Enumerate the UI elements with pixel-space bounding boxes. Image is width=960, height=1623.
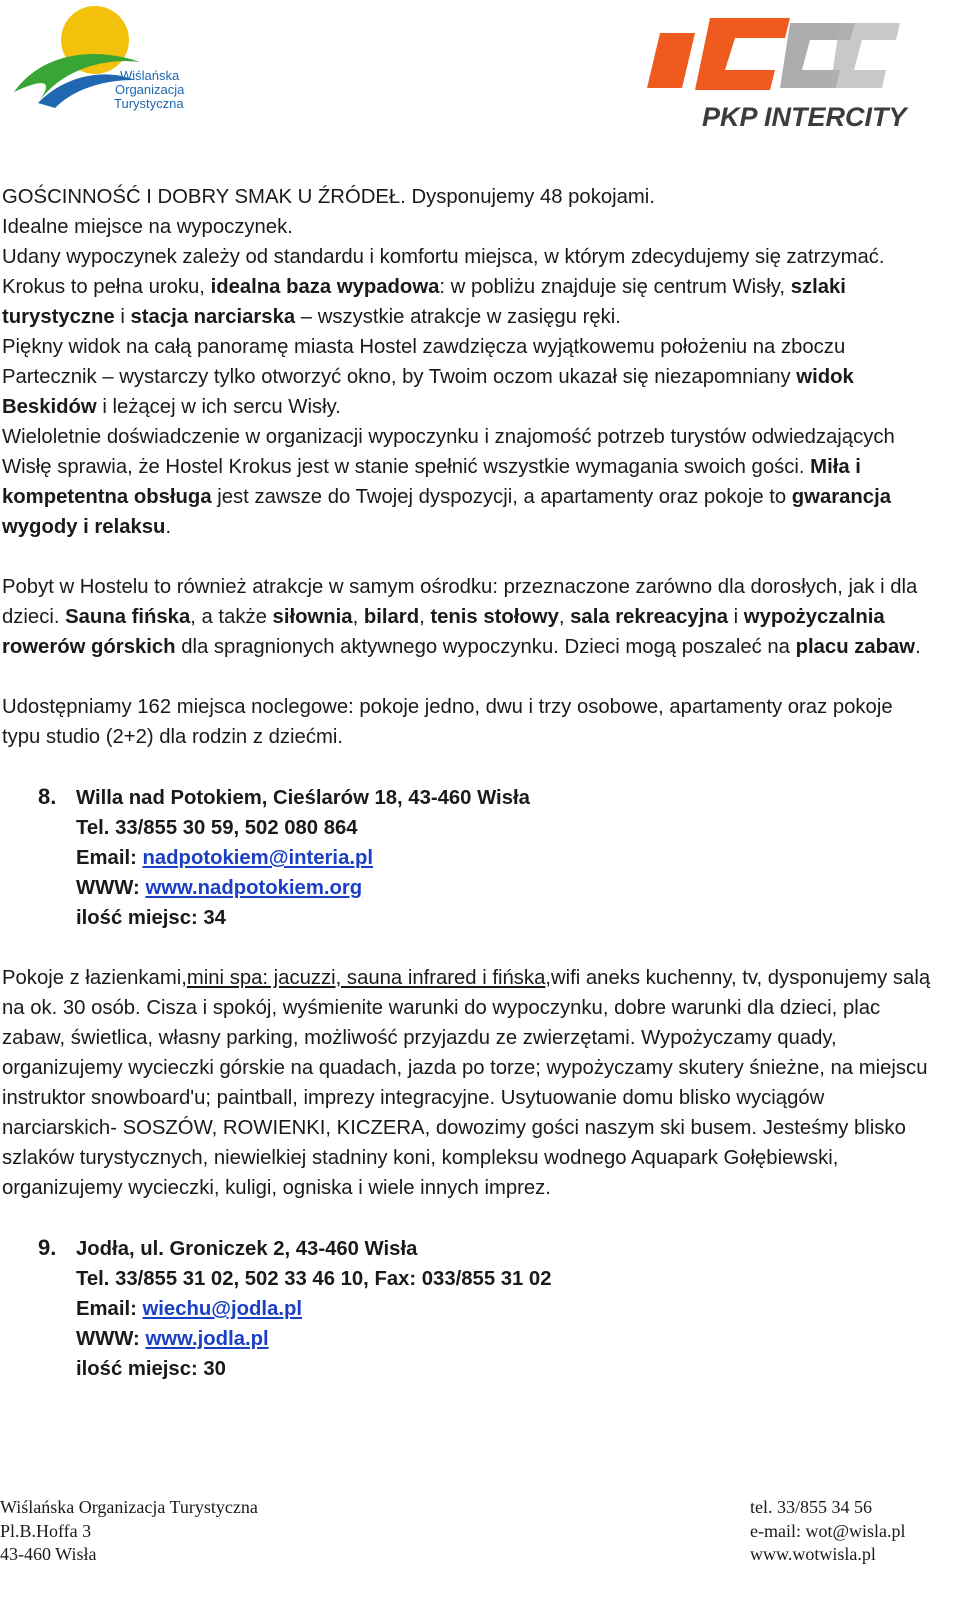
listing-tel: Tel. 33/855 30 59, 502 080 864 [76,817,358,839]
www-label: WWW: [76,1328,146,1350]
attr-text: Pobyt w Hostelu to również atrakcje w samym ośrodku: przeznaczone zarówno dla dorosłych, jak i dla dzieci. [2,576,918,628]
listing-9-name-line [38,1233,932,1264]
www-label: WWW: [76,877,146,899]
logo-line-3: Turystyczna [114,96,184,111]
www-link[interactable]: www.nadpotokiem.org [145,877,363,899]
panorama-text: i leżącej w ich sercu Wisły. [96,396,341,418]
attr-text: , [419,606,431,628]
logo-line-1: Wiślańska [120,68,180,83]
attr-text: . [915,636,921,658]
attractions-paragraph [2,572,932,662]
footer-tel: tel. 33/855 34 56 [750,1497,872,1517]
listing-places: ilość miejsc: 34 [76,907,226,929]
ic-mark-c-icon [695,18,790,90]
www-link[interactable]: www.jodla.pl [145,1328,269,1350]
listing-8-description [2,963,932,1203]
attr-text: , [558,606,571,628]
attr-bold: wypożyczalnia rowerów górskich [2,606,885,658]
logo-line-2: Organizacja [115,82,185,97]
pkp-intercity-logo [640,8,930,138]
footer-contact [750,1496,906,1567]
listing-tel: Tel. 33/855 31 02, 502 33 46 10, Fax: 033/855 31 02 [76,1268,552,1290]
intro-bold: idealna baza wypadowa [210,276,440,298]
attr-bold: sala rekreacyjna [570,606,729,628]
panorama-text: Piękny widok na całą panoramę miasta Hostel zawdzięcza wyjątkowemu położeniu na zboczu Partecznik – wystarczy tylko otworzyć okno, by Twoim oczom ukazał się niezapomniany [2,336,846,388]
intro-text: i [114,306,131,328]
experience-text: jest zawsze do Twojej dyspozycji, a apartamenty oraz pokoje to [211,486,792,508]
listing-www-line [38,1324,932,1354]
email-label: Email: [76,847,143,869]
experience-bold: Miła i kompetentna obsługa [2,456,861,508]
attr-bold: Sauna fińska [65,606,191,628]
panorama-bold: widok Beskidów [2,366,854,418]
listing-name: Jodła, ul. Groniczek 2, 43-460 Wisła [76,1238,418,1260]
experience-text: Wieloletnie doświadczenie w organizacji wypoczynku i znajomość potrzeb turystów odwiedzających Wisłę sprawia, że Hostel Krokus jest w stanie spełnić wszystkie wymagania swoich gości. [2,426,895,478]
intro-paragraph [2,182,932,542]
footer-email: e-mail: wot@wisla.pl [750,1520,906,1541]
email-link[interactable]: nadpotokiem@interia.pl [142,847,374,869]
listing-8-name-line [38,782,932,813]
attr-bold: tenis stołowy [430,606,559,628]
attr-text: , a także [190,606,273,628]
desc-text: ,wifi aneks kuchenny, tv, dysponujemy salą na ok. 30 osób. Cisza i spokój, wyśmienite warunki do wypoczynku, dobre warunki dla dzieci, plac zabaw, świetlica, własny parking, możliwość przyjazdu ze zwierzętami. Wypożyczamy quady, organizujemy wycieczki górskie na quadach, jazda po torze; wypożyczamy skutery śnieżne, na miejscu instruktor snowboard'u; paintball, imprezy integracyjne. Usytuowanie domu blisko wyciągów narciarskich- SOSZÓW, ROWIENKI, KICZERA, dowozimy gości naszym ski busem. Jesteśmy blisko szlaków turystycznych, niewielkiej stadniny koni, kompleksu wodnego Aquapark Gołębiewski, organizujemy wycieczki, kuligi, ogniska i wiele innych imprez. [2,967,931,1199]
experience-text: . [165,516,172,538]
listing-www-line [38,873,932,903]
attr-text: i [728,606,744,628]
intro-line-2: Idealne miejsce na wypoczynek. [2,216,293,238]
listing-8 [38,782,932,933]
footer-city: 43-460 Wisła [0,1544,97,1564]
intro-text: : w pobliżu znajduje się centrum Wisły, [439,276,791,298]
attr-text: dla spragnionych aktywnego wypoczynku. Dzieci mogą poszaleć na [175,636,796,658]
intro-text: – wszystkie atrakcje w zasięgu ręki. [295,306,621,328]
footer-org: Wiślańska Organizacja Turystyczna [0,1497,258,1517]
ic-mark-i-icon [647,33,695,88]
pkp-intercity-text: PKP INTERCITY [702,102,907,132]
experience-bold: gwarancja wygody i relaksu [2,486,891,538]
email-label: Email: [76,1298,143,1320]
listing-number: 8. [38,784,57,809]
wot-logo [10,0,210,120]
footer-www: www.wotwisla.pl [750,1544,876,1564]
listing-places: ilość miejsc: 30 [76,1358,226,1380]
attr-bold: bilard [363,606,420,628]
listing-9 [38,1233,932,1384]
attr-text: , [352,606,364,628]
footer-street: Pl.B.Hoffa 3 [0,1520,92,1541]
capacity-paragraph: Udostępniamy 162 miejsca noclegowe: pokoje jedno, dwu i trzy osobowe, apartamenty oraz pokoje typu studio (2+2) dla rodzin z dziećmi. [2,696,893,748]
attr-bold: siłownia [272,606,353,628]
desc-underlined: mini spa: jacuzzi, sauna infrared i fińska [186,967,546,989]
desc-text: Pokoje z łazienkami, [2,967,187,989]
intro-line-1: GOŚCINNOŚĆ I DOBRY SMAK U ŹRÓDEŁ. Dysponujemy 48 pokojami. [2,186,655,208]
intro-bold: szlaki turystyczne [2,276,846,328]
footer-address [0,1496,258,1567]
intro-text: Udany wypoczynek zależy od standardu i komfortu miejsca, w którym zdecydujemy się zatrzymać. Krokus to pełna uroku, [2,246,885,298]
attr-bold: placu zabaw [795,636,916,658]
document-body [2,182,932,1384]
listing-email-line [38,843,932,873]
intro-bold: stacja narciarska [130,306,296,328]
email-link[interactable]: wiechu@jodla.pl [142,1298,303,1320]
ic-mark-shadow2-icon [830,23,900,88]
listing-name: Willa nad Potokiem, Cieślarów 18, 43-460 Wisła [76,787,530,809]
listing-number: 9. [38,1235,57,1260]
listing-email-line [38,1294,932,1324]
